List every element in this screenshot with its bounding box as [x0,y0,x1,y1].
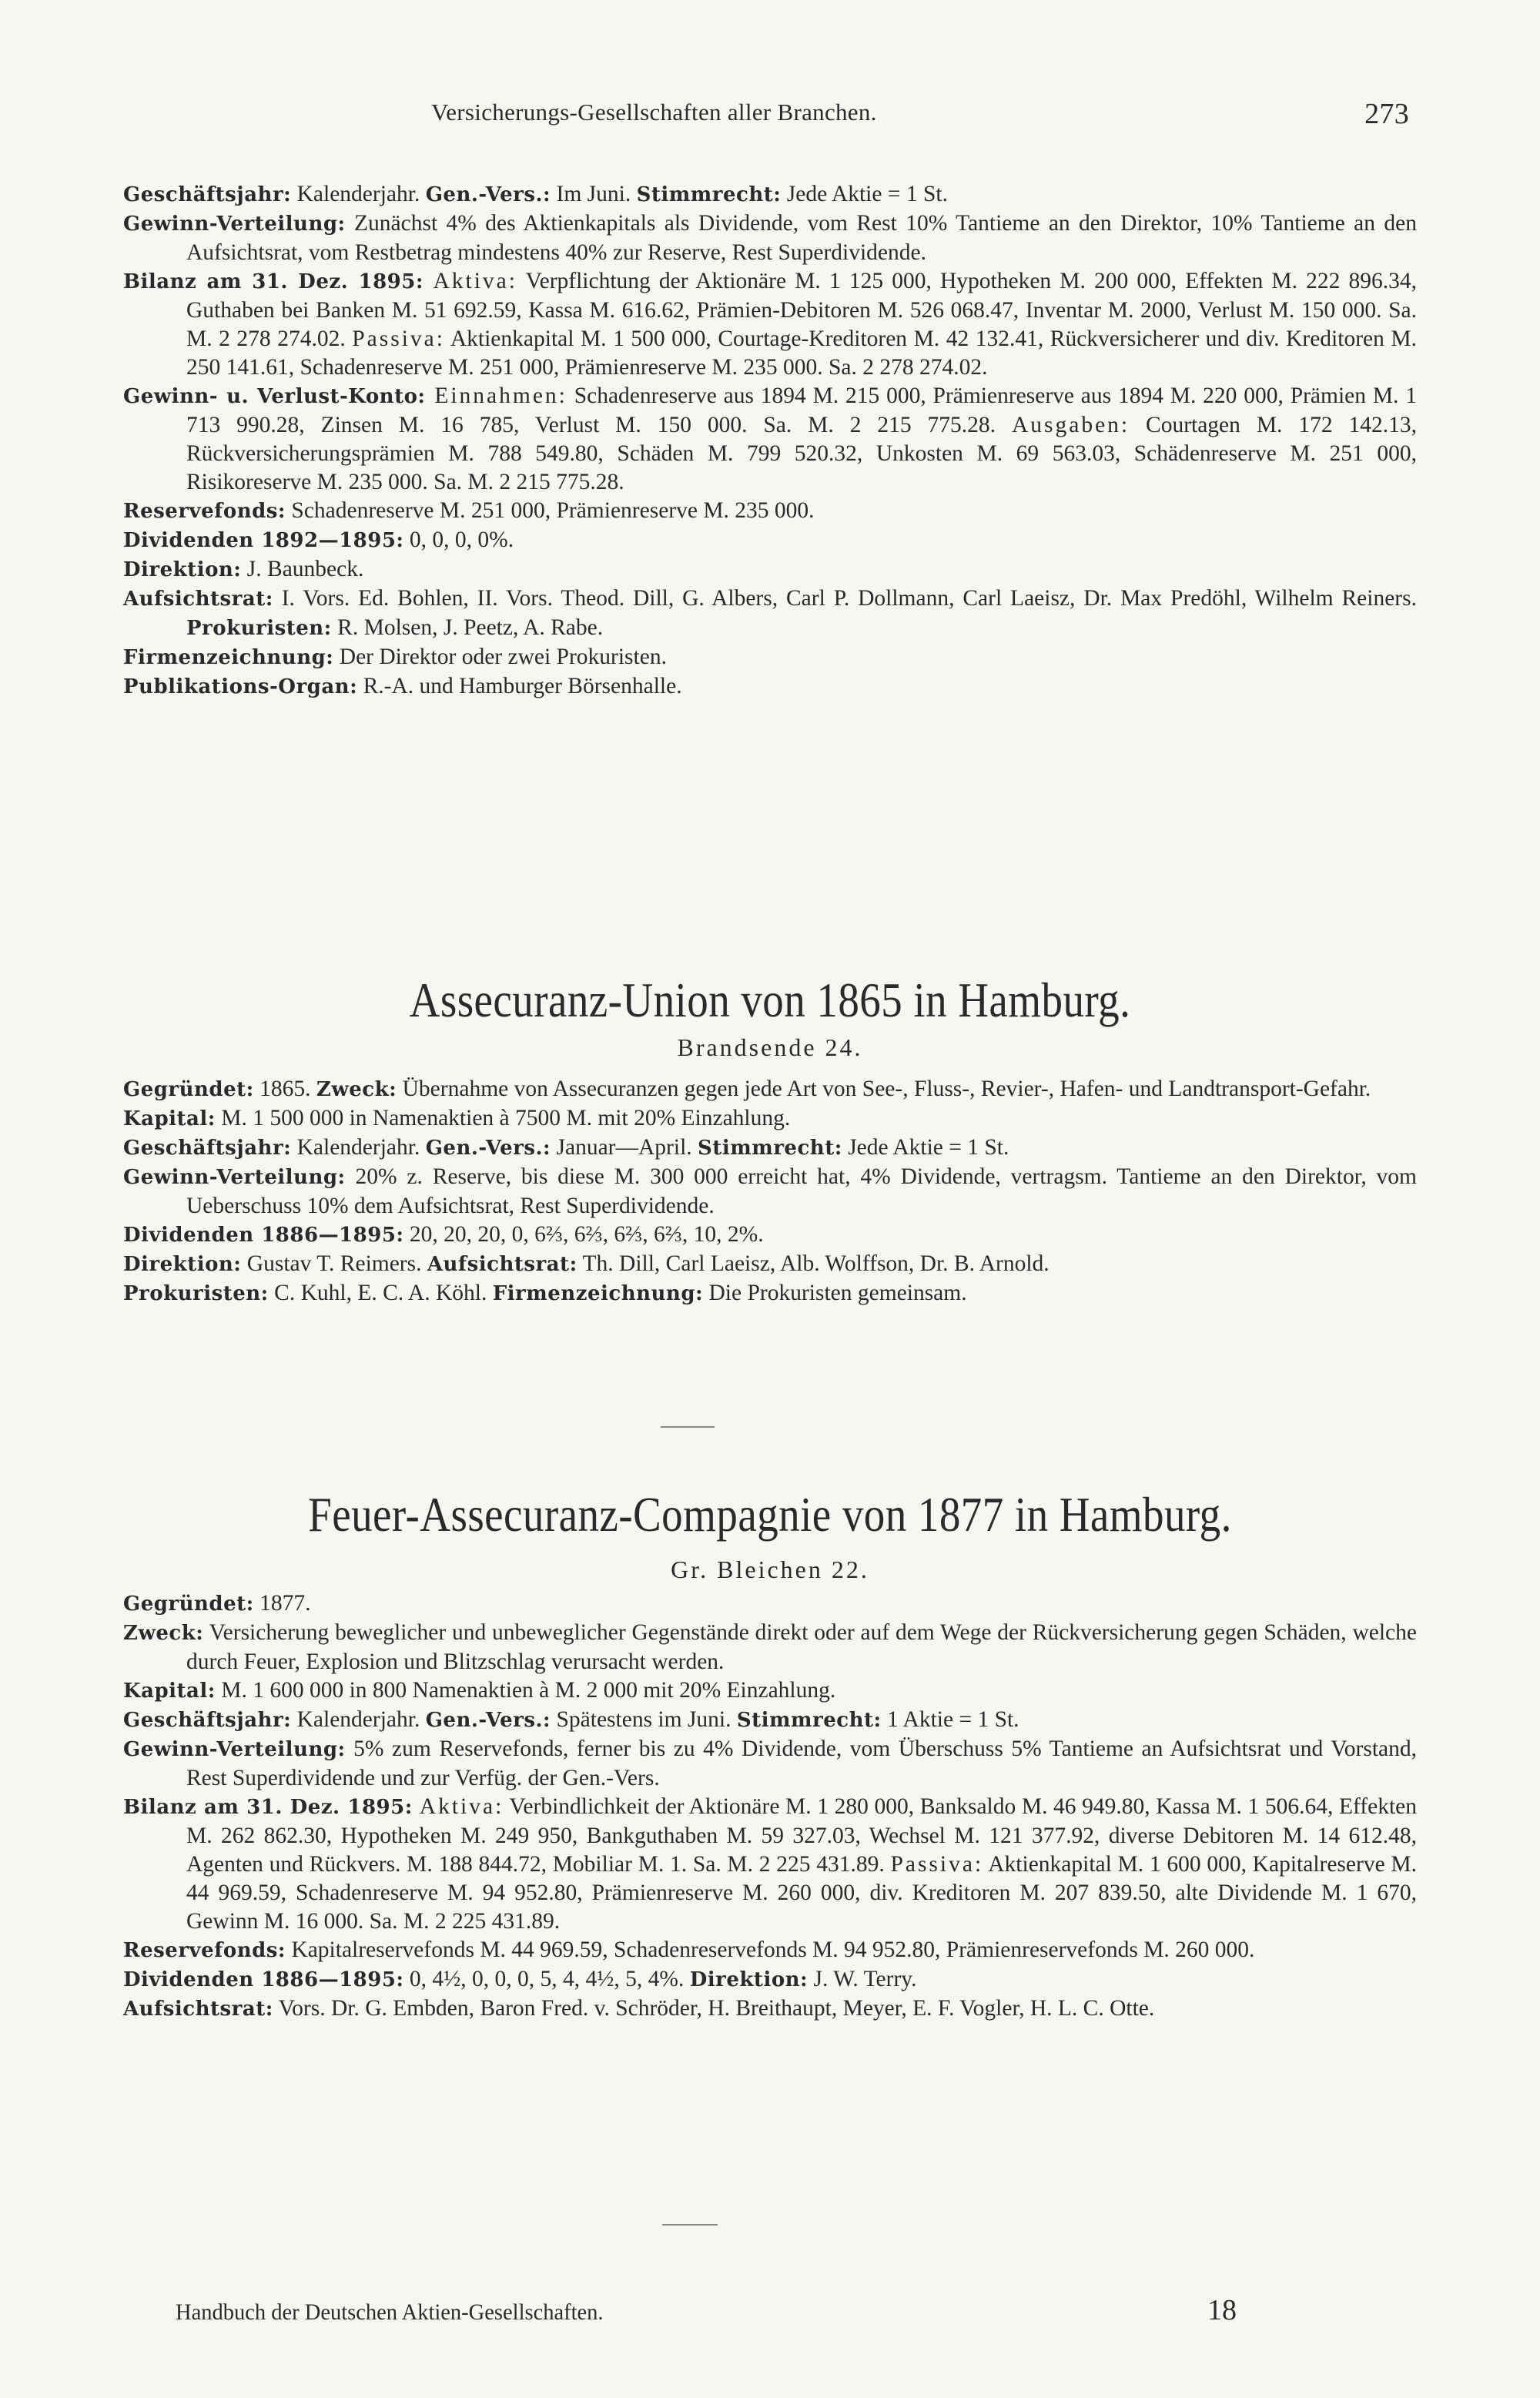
entry-bilanz: Bilanz am 31. Dez. 1895: Aktiva: Verpflichtung der Aktionäre M. 1 125 000, Hypotheken M. 200 000, Effekten M. 222 896.34, Guthaben bei Banken M. 51 692.59, Kassa M. 616.62, Prämien-Debitoren M. 526 068.47, Inventar M. 2000, Verlust M. 150 000. Sa. M. 2 278 274.02. Passiva: Aktienkapital M. 1 500 000, Courtage-Kreditoren M. 42 132.41, Rückversicherer und div. Kreditoren M. 250 141.61, Schadenreserve M. 251 000, Prämienreserve M. 235 000. Sa. 2 278 274.02. [123,269,1418,380]
entry-gewinn-verteilung: Gewinn-Verteilung: Zunächst 4% des Aktienkapitals als Dividende, vom Rest 10% Tantieme an den Direktor, 10% Tantieme an den Aufsichtsrat, vom Restbetrag mindestens 40% zur Reserve, Rest Superdividende. [123,211,1417,265]
section-divider [661,1426,715,1428]
end-divider [662,2224,718,2226]
footer-signature: 18 [1207,2294,1237,2326]
section-feuer-assecuranz [123,1589,1417,2024]
entry-dividenden: Dividenden 1886—1895: 20, 20, 20, 0, 6⅔, 6⅔, 6⅔, 6⅔, 10, 2%. [123,1222,764,1247]
section-address: Gr. Bleichen 22. [671,1556,869,1583]
section-address: Brandsende 24. [677,1033,863,1061]
entry-geschaeftsjahr: Geschäftsjahr: Kalenderjahr. Gen.-Vers.: Januar—April. Stimmrecht: Jede Aktie = 1 St. [123,1135,1009,1160]
entry-direktion-aufsichtsrat: Direktion: Gustav T. Reimers. Aufsichtsrat: Th. Dill, Carl Laeisz, Alb. Wolffson, Dr. B. Arnold. [123,1251,1050,1276]
entry-reservefonds: Reservefonds: Schadenreserve M. 251 000, Prämienreserve M. 235 000. [123,498,815,523]
entry-direktion: Direktion: J. Baunbeck. [123,557,364,581]
section-continued-entry [123,180,1417,702]
entry-kapital: Kapital: M. 1 500 000 in Namenaktien à 7500 M. mit 20% Einzahlung. [123,1106,791,1130]
entry-geschaeftsjahr: Geschäftsjahr: Kalenderjahr. Gen.-Vers.: Im Juni. Stimmrecht: Jede Aktie = 1 St. [123,182,948,206]
entry-aufsichtsrat: Aufsichtsrat: Vors. Dr. G. Embden, Baron Fred. v. Schröder, H. Breithaupt, Meyer, E. F. Vogler, H. L. C. Otte. [123,1996,1155,2021]
entry-gewinn-verteilung: Gewinn-Verteilung: 20% z. Reserve, bis diese M. 300 000 erreicht hat, 4% Dividende, vertragsm. Tantieme an den Direktor, vom Ueberschuss 10% dem Aufsichtsrat, Rest Superdividende. [123,1164,1417,1218]
entry-gewinn-verteilung: Gewinn-Verteilung: 5% zum Reservefonds, ferner bis zu 4% Dividende, vom Überschuss 5% Tantieme an Aufsichtsrat und Vorstand, Rest Superdividende und zur Verfüg. der Gen.-Vers. [123,1737,1417,1790]
entry-dividenden-direktion: Dividenden 1886—1895: 0, 4½, 0, 0, 0, 5, 4, 4½, 5, 4%. Direktion: J. W. Terry. [123,1967,917,1991]
section-title-assecuranz-union: Assecuranz-Union von 1865 in Hamburg. [409,973,1131,1027]
entry-bilanz: Bilanz am 31. Dez. 1895: Aktiva: Verbindlichkeit der Aktionäre M. 1 280 000, Banksaldo M. 46 949.80, Kassa M. 1 506.64, Effekten M. 262 862.30, Hypotheken M. 249 950, Bankguthaben M. 59 327.03, Wechsel M. 121 377.92, diverse Debitoren M. 14 612.48, Agenten und Rückvers. M. 188 844.72, Mobiliar M. 1. Sa. M. 2 225 431.89. Passiva: Aktienkapital M. 1 600 000, Kapitalreserve M. 44 969.59, Schadenreserve M. 94 952.80, Prämienreserve M. 260 000, div. Kreditoren M. 207 839.50, alte Dividende M. 1 670, Gewinn M. 16 000. Sa. M. 2 225 431.89. [123,1794,1417,1934]
section-title-feuer-assecuranz: Feuer-Assecuranz-Compagnie von 1877 in Hamburg. [308,1487,1232,1542]
running-title: Versicherungs-Gesellschaften aller Branchen. [431,99,877,126]
entry-kapital: Kapital: M. 1 600 000 in 800 Namenaktien à M. 2 000 mit 20% Einzahlung. [123,1678,836,1703]
footer-publication: Handbuch der Deutschen Aktien-Gesellschaften. [176,2299,604,2325]
entry-firmenzeichnung: Firmenzeichnung: Der Direktor oder zwei Prokuristen. [123,645,667,669]
entry-reservefonds: Reservefonds: Kapitalreservefonds M. 44 969.59, Schadenreservefonds M. 94 952.80, Prämienreservefonds M. 260 000. [123,1937,1255,1962]
section-assecuranz-union [123,1075,1417,1308]
entry-gegruendet-zweck: Gegründet: 1865. Zweck: Übernahme von Assecuranzen gegen jede Art von See-, Fluss-, Revier-, Hafen- und Landtransport-Gefahr. [123,1077,1371,1101]
page-number: 273 [1364,98,1409,130]
entry-gegruendet: Gegründet: 1877. [123,1591,311,1616]
entry-geschaeftsjahr: Geschäftsjahr: Kalenderjahr. Gen.-Vers.: Spätestens im Juni. Stimmrecht: 1 Aktie = 1 St. [123,1707,1019,1732]
entry-publikations-organ: Publikations-Organ: R.-A. und Hamburger Börsenhalle. [123,674,682,698]
running-header [431,98,1409,130]
entry-prokuristen: Prokuristen: C. Kuhl, E. C. A. Köhl. Firmenzeichnung: Die Prokuristen gemeinsam. [123,1281,967,1305]
entry-gewinn-verlust-konto: Gewinn- u. Verlust-Konto: Einnahmen: Schadenreserve aus 1894 M. 215 000, Prämienreserve aus 1894 M. 220 000, Prämien M. 1 713 990.28, Zinsen M. 16 785, Verlust M. 150 000. Sa. M. 2 215 775.28. Ausgaben: Courtagen M. 172 142.13, Rückversicherungsprämien M. 788 549.80, Schäden M. 799 520.32, Unkosten M. 69 563.03, Schädenreserve M. 251 000, Risikoreserve M. 235 000. Sa. M. 2 215 775.28. [123,383,1417,494]
entry-zweck: Zweck: Versicherung beweglicher und unbeweglicher Gegenstände direkt oder auf dem Wege der Rückversicherung gegen Schäden, welche durch Feuer, Explosion und Blitzschlag verursacht werden. [123,1620,1417,1674]
entry-aufsichtsrat: Aufsichtsrat: I. Vors. Ed. Bohlen, II. Vors. Theod. Dill, G. Albers, Carl P. Dollmann, Carl Laeisz, Dr. Max Predöhl, Wilhelm Reiners. Prokuristen: R. Molsen, J. Peetz, A. Rabe. [123,586,1417,640]
entry-dividenden: Dividenden 1892—1895: 0, 0, 0, 0%. [123,527,514,552]
